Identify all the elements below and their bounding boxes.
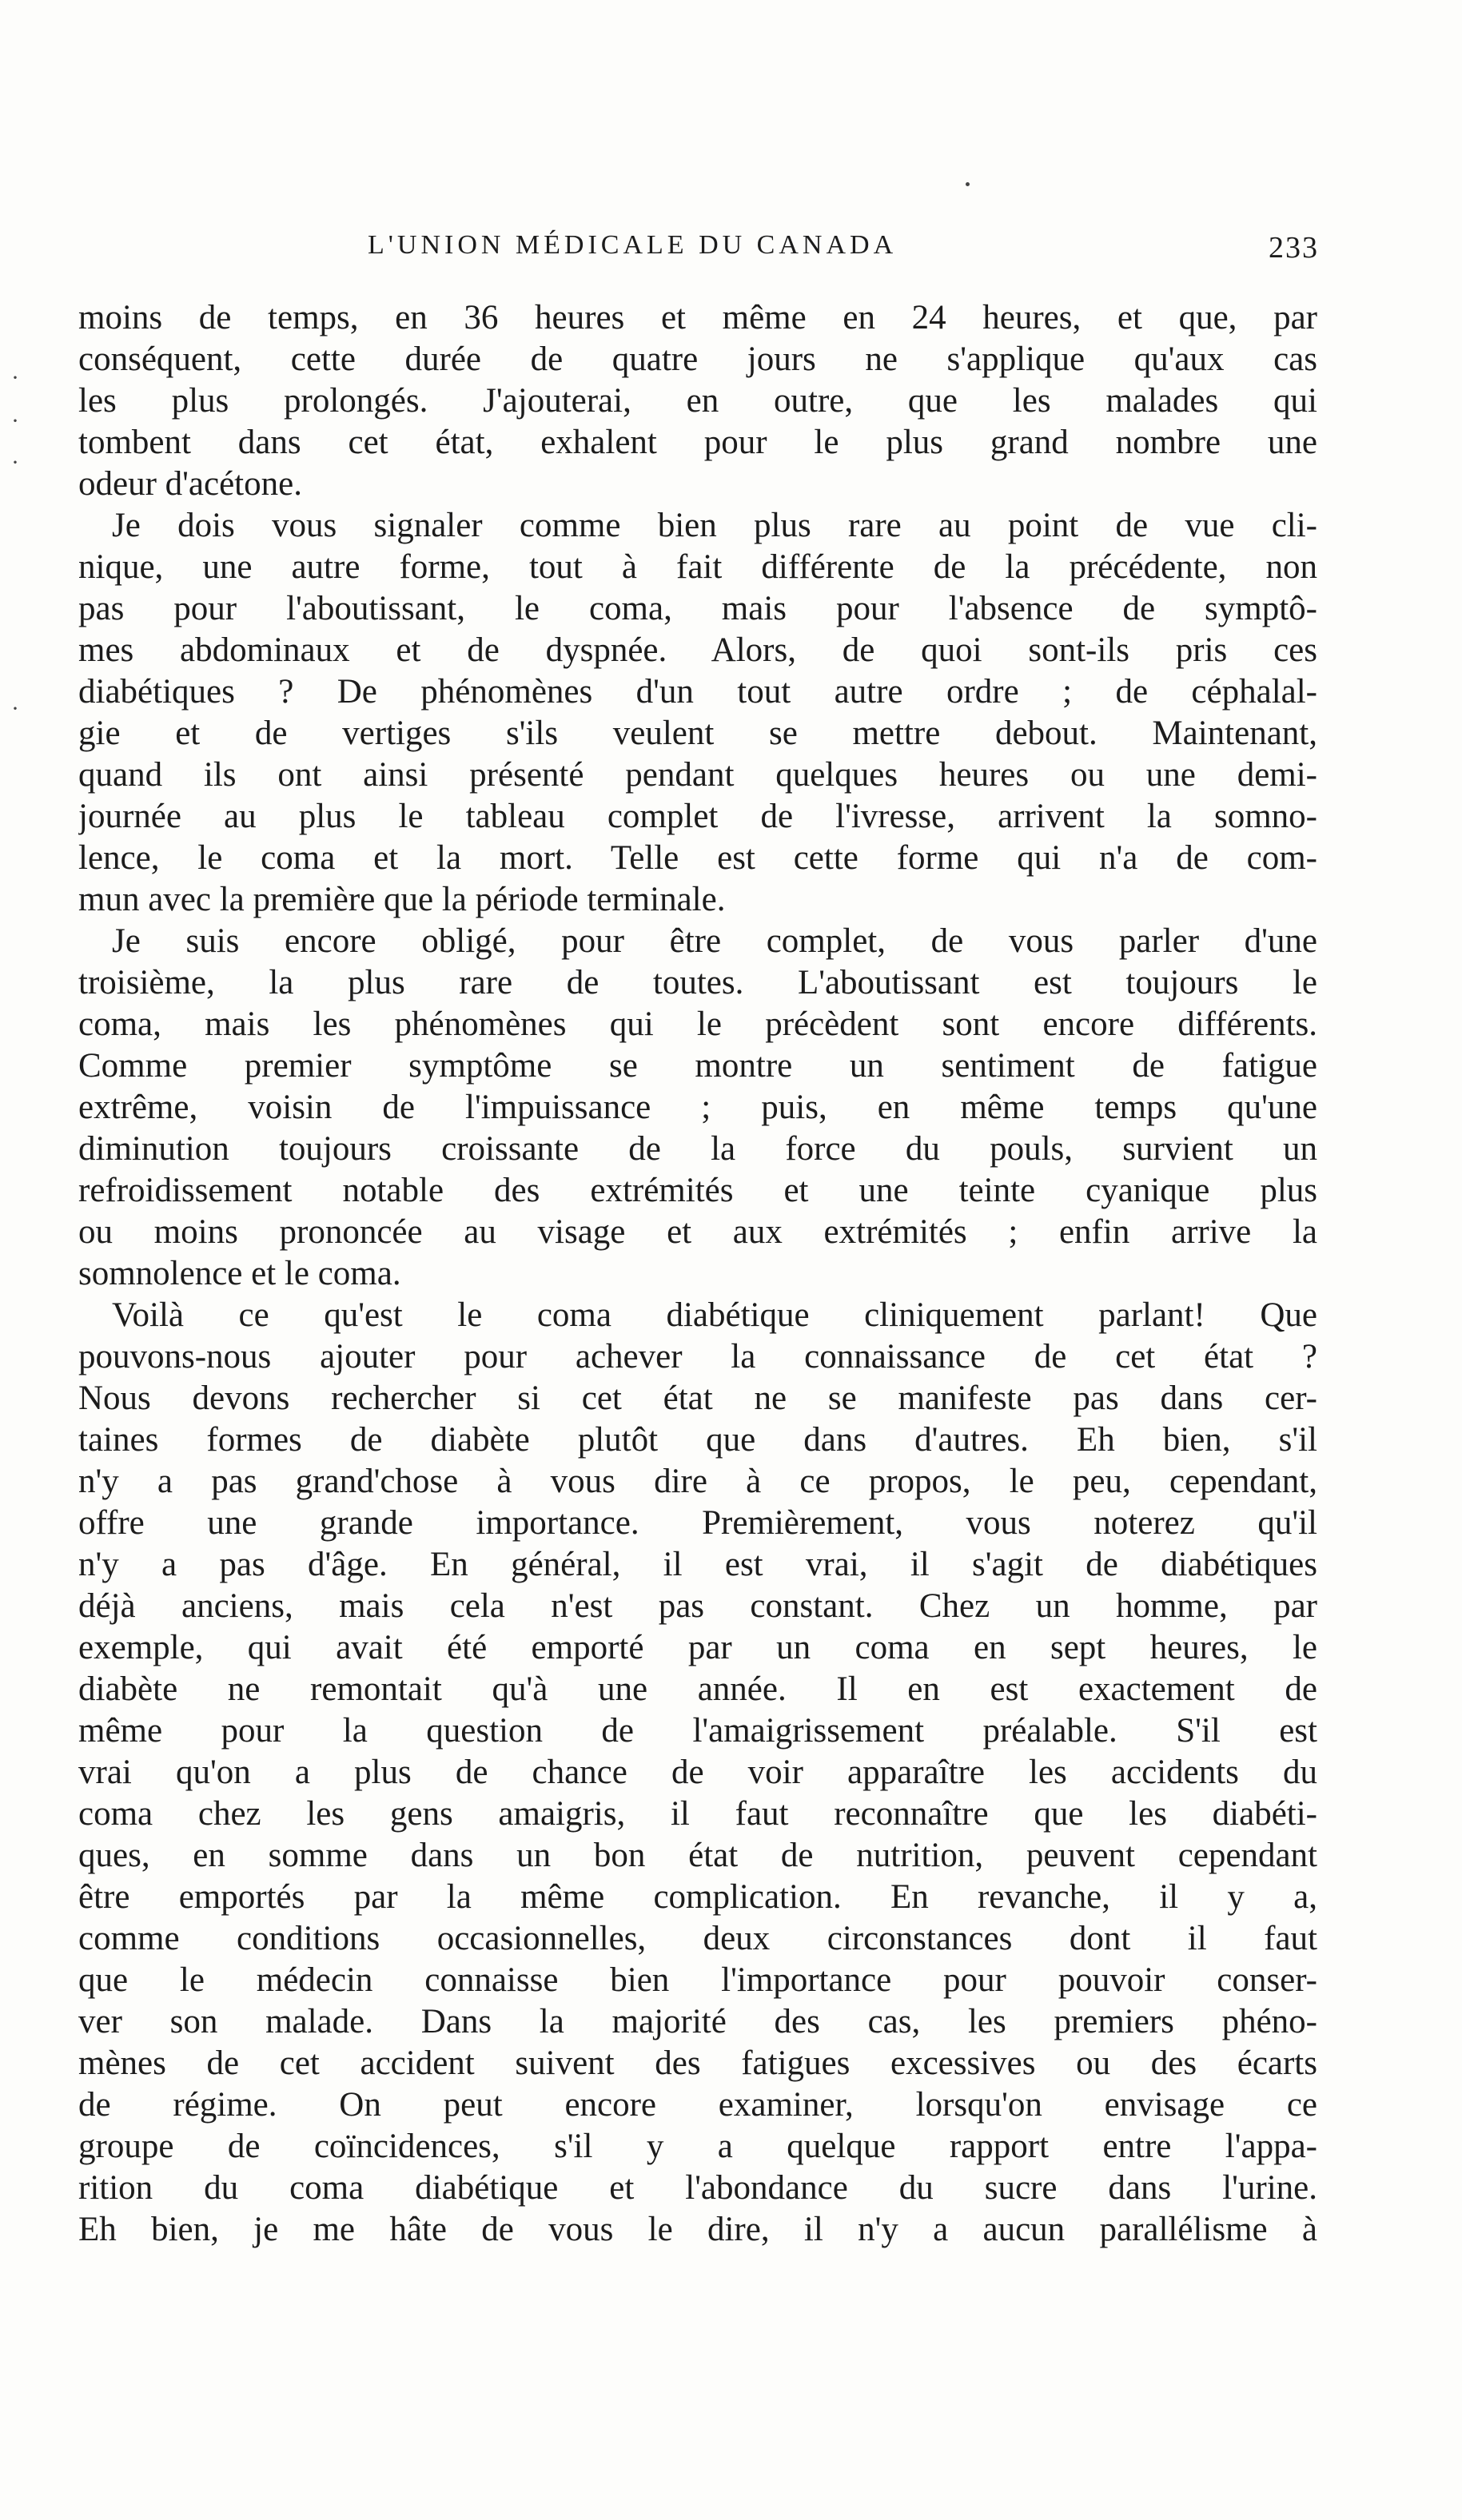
- text-line: tombent dans cet état, exhalent pour le plus grand nombre une: [78, 424, 1317, 461]
- text-line: Comme premier symptôme se montre un sentiment de fatigue: [78, 1047, 1317, 1085]
- paragraph-start-line: Je dois vous signaler comme bien plus rare au point de vue cli-: [112, 507, 1317, 544]
- text-line: exemple, qui avait été emporté par un coma en sept heures, le: [78, 1629, 1317, 1666]
- text-line: les plus prolongés. J'ajouterai, en outre, que les malades qui: [78, 382, 1317, 420]
- text-line: lence, le coma et la mort. Telle est cette forme qui n'a de com-: [78, 839, 1317, 877]
- text-line: coma, mais les phénomènes qui le précèdent sont encore différents.: [78, 1005, 1317, 1043]
- text-line: de régime. On peut encore examiner, lorsqu'on envisage ce: [78, 2086, 1317, 2124]
- text-line: extrême, voisin de l'impuissance ; puis, en même temps qu'une: [78, 1089, 1317, 1126]
- text-line: comme conditions occasionnelles, deux circonstances dont il faut: [78, 1920, 1317, 1957]
- text-line: n'y a pas d'âge. En général, il est vrai, il s'agit de diabétiques: [78, 1546, 1317, 1583]
- text-line: journée au plus le tableau complet de l'ivresse, arrivent la somno-: [78, 798, 1317, 835]
- text-line: ques, en somme dans un bon état de nutrition, peuvent cependant: [78, 1837, 1317, 1874]
- text-line: refroidissement notable des extrémités et une teinte cyanique plus: [78, 1172, 1317, 1209]
- margin-mark: ·: [11, 364, 19, 391]
- paragraph-start-line: Voilà ce qu'est le coma diabétique cliniquement parlant! Que: [112, 1296, 1317, 1334]
- text-line: Eh bien, je me hâte de vous le dire, il n'y a aucun parallélisme à: [78, 2211, 1317, 2248]
- text-line: odeur d'acétone.: [78, 465, 302, 503]
- text-line: taines formes de diabète plutôt que dans d'autres. Eh bien, s'il: [78, 1421, 1317, 1459]
- margin-mark: ·: [11, 695, 19, 722]
- body-text: [78, 297, 1317, 2251]
- text-line: groupe de coïncidences, s'il y a quelque rapport entre l'appa-: [78, 2128, 1317, 2165]
- page-header: [80, 230, 1319, 278]
- text-line: diabète ne remontait qu'à une année. Il en est exactement de: [78, 1670, 1317, 1708]
- text-line: pouvons-nous ajouter pour achever la connaissance de cet état ?: [78, 1338, 1317, 1375]
- margin-mark: ·: [11, 449, 19, 476]
- text-line: ver son malade. Dans la majorité des cas, les premiers phéno-: [78, 2003, 1317, 2040]
- running-title: L'UNION MÉDICALE DU CANADA: [368, 230, 898, 260]
- text-line: déjà anciens, mais cela n'est pas constant. Chez un homme, par: [78, 1587, 1317, 1625]
- text-line: mun avec la première que la période terminale.: [78, 881, 726, 918]
- text-line: diabétiques ? De phénomènes d'un tout autre ordre ; de céphalal-: [78, 673, 1317, 711]
- text-line: quand ils ont ainsi présenté pendant quelques heures ou une demi-: [78, 756, 1317, 794]
- paragraph-start-line: Je suis encore obligé, pour être complet, de vous parler d'une: [112, 922, 1317, 960]
- speck-mark: [966, 182, 970, 186]
- text-line: diminution toujours croissante de la force du pouls, survient un: [78, 1130, 1317, 1168]
- text-line: mènes de cet accident suivent des fatigues excessives ou des écarts: [78, 2044, 1317, 2082]
- text-line: n'y a pas grand'chose à vous dire à ce propos, le peu, cependant,: [78, 1463, 1317, 1500]
- text-line: conséquent, cette durée de quatre jours ne s'applique qu'aux cas: [78, 340, 1317, 378]
- text-line: être emportés par la même complication. En revanche, il y a,: [78, 1878, 1317, 1916]
- text-line: troisième, la plus rare de toutes. L'aboutissant est toujours le: [78, 964, 1317, 1001]
- text-line: nique, une autre forme, tout à fait différente de la précédente, non: [78, 548, 1317, 586]
- text-line: rition du coma diabétique et l'abondance du sucre dans l'urine.: [78, 2169, 1317, 2207]
- text-line: Nous devons rechercher si cet état ne se manifeste pas dans cer-: [78, 1379, 1317, 1417]
- page-number: 233: [1269, 231, 1319, 265]
- text-line: pas pour l'aboutissant, le coma, mais pour l'absence de symptô-: [78, 590, 1317, 627]
- text-line: gie et de vertiges s'ils veulent se mettre debout. Maintenant,: [78, 715, 1317, 752]
- text-line: ou moins prononcée au visage et aux extrémités ; enfin arrive la: [78, 1213, 1317, 1251]
- text-line: offre une grande importance. Premièrement, vous noterez qu'il: [78, 1504, 1317, 1542]
- text-line: que le médecin connaisse bien l'importance pour pouvoir conser-: [78, 1961, 1317, 1999]
- text-line: somnolence et le coma.: [78, 1255, 401, 1292]
- text-line: moins de temps, en 36 heures et même en 24 heures, et que, par: [78, 299, 1317, 336]
- margin-mark: ·: [11, 408, 19, 434]
- text-line: vrai qu'on a plus de chance de voir apparaître les accidents du: [78, 1754, 1317, 1791]
- text-line: coma chez les gens amaigris, il faut reconnaître que les diabéti-: [78, 1795, 1317, 1833]
- text-line: mes abdominaux et de dyspnée. Alors, de quoi sont-ils pris ces: [78, 631, 1317, 669]
- text-line: même pour la question de l'amaigrissement préalable. S'il est: [78, 1712, 1317, 1750]
